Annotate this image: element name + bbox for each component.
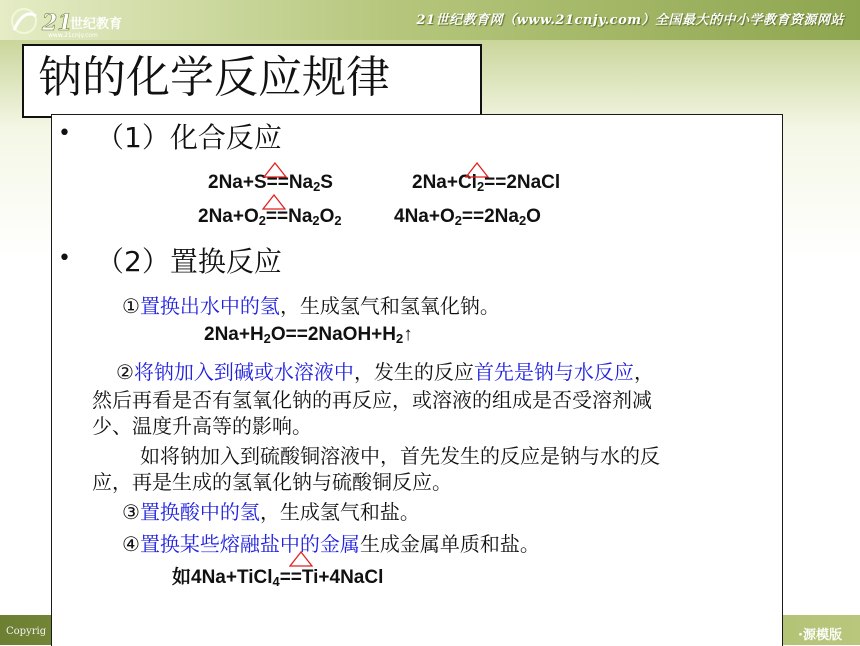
heat-triangle-icon [262,194,286,210]
site-logo [8,4,148,38]
section-heading-displacement: （2）置换反应 [96,245,282,278]
item-base-solution-line2: 然后再看是否有氢氧化钠的再反应，或溶液的组成是否受溶剂减 [92,388,652,412]
heat-triangle-icon [263,162,287,178]
item-base-solution: ②将钠加入到碱或水溶液中，发生的反应首先是钠与水反应， [116,360,654,384]
equation-na-ticl4: 如4Na+TiCl$_4$==Ti+4NaCl [172,567,384,590]
svg-text:21: 21 [42,10,73,36]
equation-na-o2-peroxide: $2Na+O_2==Na_2O_2$ [198,206,342,229]
item-water-hydrogen: ①置换出水中的氢，生成氢气和氢氧化钠。 [122,294,500,318]
svg-text:世纪教育: 世纪教育 [70,17,123,32]
svg-text:www.21cnjy.com: www.21cnjy.com [48,32,98,38]
footer-copyright: Copyrig [6,626,47,637]
equation-na-water: $2Na+H_2O==2NaOH+H_2↑$ [204,324,413,347]
heat-triangle-icon [465,162,489,178]
item-molten-salt: ④置换某些熔融盐中的金属生成金属单质和盐。 [122,532,540,556]
equation-na-o2-oxide: $4Na+O_2==2Na_2O$ [394,206,541,229]
heat-triangle-icon [289,551,313,567]
example-copper-sulfate: 如将钠加入到硫酸铜溶液中，首先发生的反应是钠与水的反 [140,444,660,468]
equation-na-s: $2Na+S==Na_2S$ [208,172,333,195]
item-base-solution-line3: 少、温度升高等的影响。 [92,414,312,438]
example-copper-sulfate-line2: 应，再是生成的氢氧化钠与硫酸铜反应。 [92,470,452,494]
section-bullet: • [58,246,71,271]
item-acid-hydrogen: ③置换酸中的氢，生成氢气和盐。 [122,500,420,524]
page-title: 钠的化学反应规律 [38,52,390,103]
site-banner: 21世纪教育网（www.21cnjy.com）全国最大的中小学教育资源网站 [416,13,844,28]
section-heading-combination: （1）化合反应 [96,121,282,154]
section-bullet: • [58,121,71,146]
footer-template-label: ·源模版 [798,628,842,643]
equation-na-cl: $2Na+Cl_2==2NaCl$ [412,172,561,195]
title-box [22,44,482,118]
